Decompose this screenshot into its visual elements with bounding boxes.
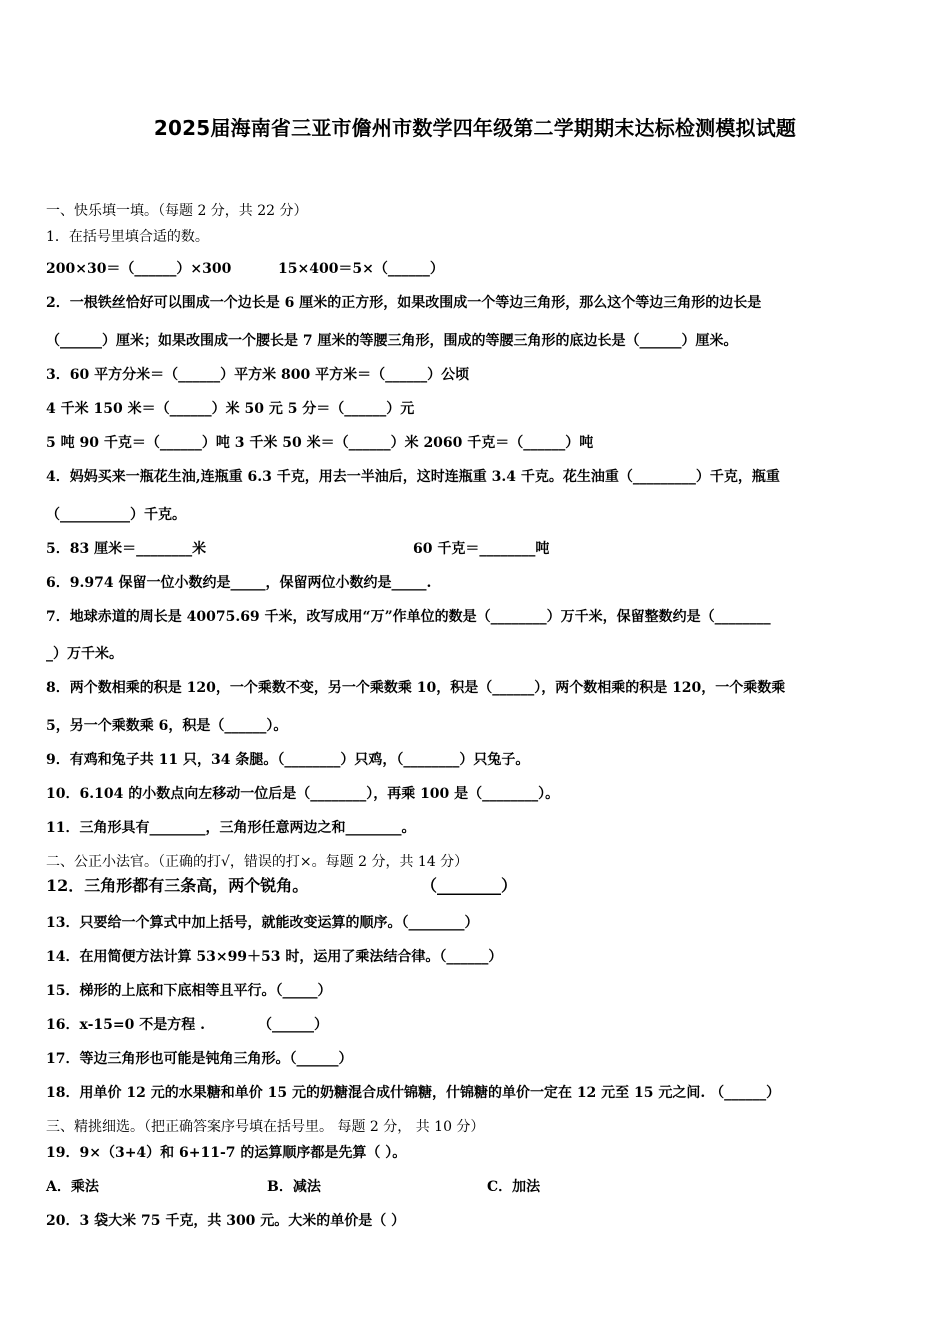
question-1-stem: 1．在括号里填合适的数。 [46, 229, 209, 245]
question-8-line-1: 8．两个数相乘的积是 120，一个乘数不变，另一个乘数乘 10，积是（______），两个数相乘的积是 120，一个乘数乘 [46, 680, 786, 696]
question-3-line-3: 5 吨 90 千克＝（______）吨 3 千米 50 米＝（______）米 2060 千克＝（______）吨 [46, 435, 594, 451]
question-1-items [46, 260, 444, 278]
question-1-item-b: 15×400＝5×（______） [278, 261, 444, 277]
section-heading-3: 三、精挑细选。（把正确答案序号填在括号里。 每题 2 分， 共 10 分） [46, 1119, 485, 1135]
question-12 [46, 876, 518, 895]
question-19-option-a: A．乘法 [46, 1179, 99, 1195]
question-12-stem: 12．三角形都有三条高，两个锐角。 [46, 876, 309, 895]
question-17: 17．等边三角形也可能是钝角三角形。（______） [46, 1051, 353, 1067]
question-2-line-2: （______）厘米；如果改围成一个腰长是 7 厘米的等腰三角形，围成的等腰三角形的底边长是（______）厘米。 [46, 333, 738, 349]
question-15: 15．梯形的上底和下底相等且平行。（_____） [46, 983, 332, 999]
question-4-line-2: （__________）千克。 [46, 507, 186, 523]
section-heading-1: 一、快乐填一填。（每题 2 分，共 22 分） [46, 203, 308, 219]
question-3-line-2: 4 千米 150 米＝（______）米 50 元 5 分＝（______）元 [46, 401, 415, 417]
question-16 [46, 1016, 328, 1034]
question-14: 14．在用简便方法计算 53×99＋53 时，运用了乘法结合律。（______） [46, 949, 503, 965]
question-11: 11．三角形具有________，三角形任意两边之和________。 [46, 820, 416, 836]
question-13: 13．只要给一个算式中加上括号，就能改变运算的顺序。（________） [46, 915, 479, 931]
question-2-line-1: 2．一根铁丝恰好可以围成一个边长是 6 厘米的正方形，如果改围成一个等边三角形，那么这个等边三角形的边长是 [46, 295, 762, 311]
question-16-answer-blank: （______） [258, 1017, 328, 1033]
question-7-line-2: _）万千米。 [46, 646, 123, 662]
page-title: 2025届海南省三亚市儋州市数学四年级第二学期期末达标检测模拟试题 [153, 116, 797, 140]
question-7-line-1: 7．地球赤道的周长是 40075.69 千米，改写成用“万”作单位的数是（________）万千米，保留整数约是（________ [46, 609, 771, 625]
question-9: 9．有鸡和兔子共 11 只，34 条腿。（________）只鸡，（________）只兔子。 [46, 752, 530, 768]
question-19-option-c: C．加法 [487, 1179, 541, 1195]
question-5-item-b: 60 千克＝________吨 [413, 541, 550, 557]
question-3-line-1: 3．60 平方分米＝（______）平方米 800 平方米＝（______）公顷 [46, 367, 470, 383]
question-10: 10．6.104 的小数点向左移动一位后是（________），再乘 100 是（________）。 [46, 786, 560, 802]
question-20: 20．3 袋大米 75 千克，共 300 元。大米的单价是（ ） [46, 1213, 406, 1229]
question-6: 6．9.974 保留一位小数约是_____，保留两位小数约是_____. [46, 575, 432, 591]
question-5 [46, 540, 550, 558]
section-heading-2: 二、公正小法官。（正确的打√，错误的打×。每题 2 分，共 14 分） [46, 854, 469, 870]
question-5-item-a: 5．83 厘米＝________米 [46, 541, 207, 557]
question-16-stem: 16．x-15=0 不是方程 . [46, 1017, 205, 1033]
question-1-item-a: 200×30＝（______）×300 [46, 261, 232, 277]
question-8-line-2: 5，另一个乘数乘 6，积是（______）。 [46, 718, 288, 734]
question-19: 19．9×（3+4）和 6+11-7 的运算顺序都是先算（ ）。 [46, 1145, 407, 1161]
question-4-line-1: 4．妈妈买来一瓶花生油,连瓶重 6.3 千克，用去一半油后，这时连瓶重 3.4 千克。花生油重（_________）千克，瓶重 [46, 469, 780, 485]
question-18: 18．用单价 12 元的水果糖和单价 15 元的奶糖混合成什锦糖，什锦糖的单价一定在 12 元至 15 元之间. （______） [46, 1085, 781, 1101]
question-12-answer-blank: （________） [421, 876, 518, 895]
question-19-option-b: B．减法 [267, 1179, 321, 1195]
question-19-options [46, 1178, 541, 1196]
